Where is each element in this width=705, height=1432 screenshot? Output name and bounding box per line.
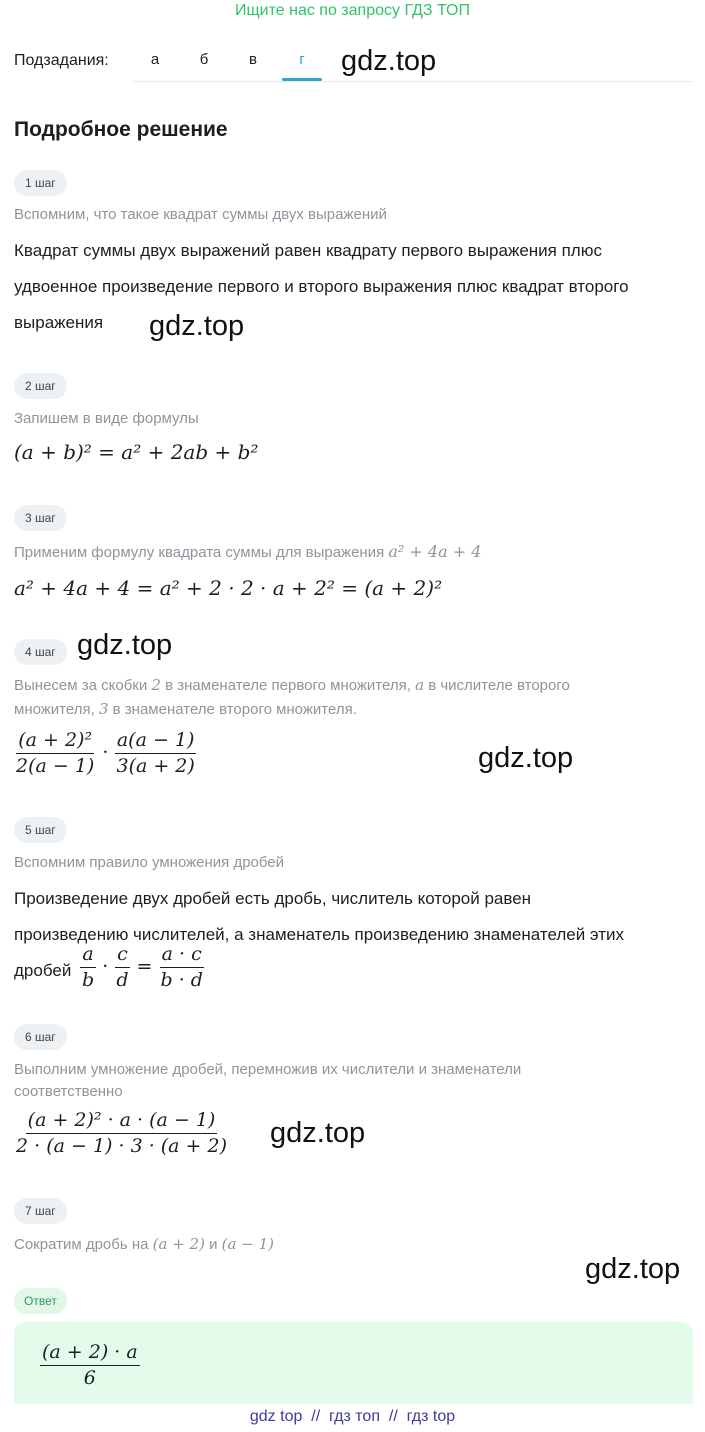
caption-text: множителя, — [14, 701, 95, 718]
formula: (a + b)² = a² + 2ab + b² — [14, 440, 259, 464]
step-caption — [14, 700, 357, 718]
active-tab-indicator — [282, 78, 322, 81]
step-caption — [14, 1235, 274, 1253]
step-badge: 5 шаг — [14, 817, 67, 843]
step-caption — [14, 542, 481, 561]
operator: · — [102, 955, 109, 978]
step-text-line: Квадрат суммы двух выражений равен квадрату первого выражения плюс — [14, 241, 602, 260]
formula: a² + 4a + 4 = a² + 2 · 2 · a + 2² = (a + 2)² — [14, 576, 443, 600]
tab-a[interactable]: а — [150, 51, 160, 68]
fraction — [14, 730, 96, 777]
numerator: (a + 2)² · a · (a − 1) — [26, 1110, 218, 1134]
step-caption: Вспомним правило умножения дробей — [14, 854, 285, 871]
watermark: gdz.top — [478, 742, 574, 774]
formula — [80, 944, 205, 991]
caption-text: в знаменателе первого множителя, — [165, 677, 411, 694]
fraction — [159, 944, 205, 991]
denominator: b — [82, 968, 95, 991]
step-text-line: Произведение двух дробей есть дробь, числитель которой равен — [14, 889, 532, 908]
numerator: (a + 2)² — [16, 730, 94, 754]
answer-formula — [40, 1342, 140, 1389]
step-caption — [14, 676, 570, 694]
watermark: gdz.top — [585, 1253, 681, 1285]
step-badge: 6 шаг — [14, 1024, 67, 1050]
fraction — [114, 944, 130, 991]
caption-text: Применим формулу квадрата суммы для выражения — [14, 544, 385, 561]
fraction — [114, 730, 196, 777]
formula — [14, 730, 197, 777]
subtasks-label: Подзадания: — [14, 52, 109, 69]
formula — [14, 1110, 229, 1157]
watermark: gdz.top — [149, 310, 245, 342]
caption-math: 2 — [151, 676, 161, 694]
caption-text: в числителе второго — [428, 677, 570, 694]
tab-g[interactable]: г — [299, 51, 305, 68]
fraction — [14, 1110, 229, 1157]
watermark: gdz.top — [341, 45, 437, 77]
caption-math: a² + 4a + 4 — [388, 542, 482, 561]
caption-text: Сократим дробь на — [14, 1236, 149, 1253]
search-banner: Ищите нас по запросу ГДЗ ТОП — [235, 2, 470, 19]
operator: = — [136, 955, 153, 978]
denominator: 2 · (a − 1) · 3 · (a + 2) — [16, 1134, 228, 1157]
answer-badge: Ответ — [14, 1288, 67, 1314]
step-text-line: удвоенное произведение первого и второго выражения плюс квадрат второго — [14, 277, 629, 296]
watermark: gdz.top — [270, 1117, 366, 1149]
numerator: a(a − 1) — [115, 730, 197, 754]
denominator: d — [116, 968, 129, 991]
denominator: 3(a + 2) — [116, 754, 195, 777]
step-caption: соответственно — [14, 1083, 123, 1100]
fraction — [80, 944, 96, 991]
step-text-line: дробей — [14, 961, 72, 980]
caption-math: a — [415, 676, 425, 694]
step-text-line: произведению числителей, а знаменатель произведению знаменателей этих — [14, 925, 625, 944]
numerator: (a + 2) · a — [40, 1342, 140, 1366]
caption-math: 3 — [98, 700, 109, 718]
operator: · — [102, 741, 109, 764]
step-caption: Вспомним, что такое квадрат суммы двух выражений — [14, 206, 387, 223]
caption-math: (a − 1) — [221, 1235, 274, 1253]
denominator: 6 — [83, 1366, 96, 1389]
step-caption: Запишем в виде формулы — [14, 410, 199, 427]
step-badge: 7 шаг — [14, 1198, 67, 1224]
denominator: b · d — [160, 968, 203, 991]
caption-text: Вынесем за скобки — [14, 677, 148, 694]
fraction — [40, 1342, 140, 1389]
watermark: gdz.top — [77, 629, 173, 661]
numerator: a · c — [160, 944, 204, 968]
solution-heading: Подробное решение — [14, 118, 228, 141]
denominator: 2(a − 1) — [16, 754, 95, 777]
caption-text: в знаменателе второго множителя. — [112, 701, 357, 718]
answer-box — [14, 1322, 693, 1404]
footer-links[interactable]: gdz top // гдз топ // гдз top — [249, 1408, 456, 1425]
numerator: a — [80, 944, 95, 968]
caption-text: и — [209, 1236, 218, 1253]
step-badge: 2 шаг — [14, 373, 67, 399]
step-badge: 3 шаг — [14, 505, 67, 531]
step-text-line: выражения — [14, 313, 104, 332]
step-caption: Выполним умножение дробей, перемножив их числители и знаменатели — [14, 1061, 522, 1078]
step-badge: 4 шаг — [14, 639, 67, 665]
numerator: c — [115, 944, 130, 968]
tab-v[interactable]: в — [249, 51, 257, 68]
step-badge: 1 шаг — [14, 170, 67, 196]
caption-math: (a + 2) — [152, 1235, 205, 1253]
tab-b[interactable]: б — [199, 51, 209, 68]
